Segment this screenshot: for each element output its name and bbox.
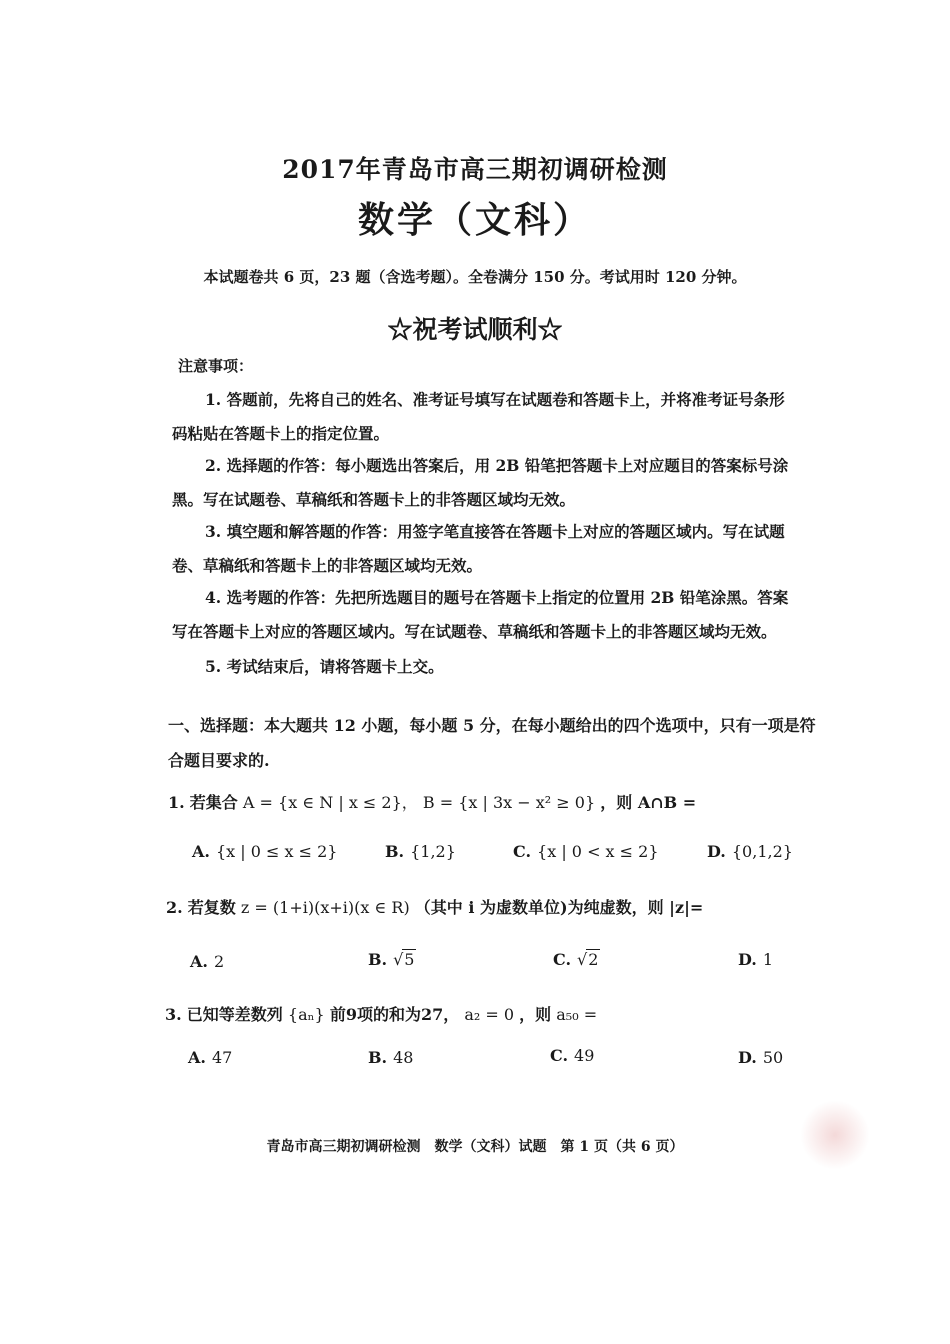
q2-option-b	[368, 950, 416, 969]
option-label: C.	[513, 842, 532, 861]
option-text: 2	[588, 950, 599, 969]
option-label: C.	[550, 1046, 569, 1065]
option-label: A.	[192, 842, 210, 861]
set-b-expression: B = {x | 3x − x² ≥ 0}	[422, 793, 596, 812]
q2-option-d	[738, 950, 773, 969]
note-2-line2: 黑。写在试题卷、草稿纸和答题卡上的非答题区域均无效。	[172, 490, 576, 509]
set-a-expression: A = {x ∈ N | x ≤ 2}，	[242, 793, 418, 812]
sequence-expression: {aₙ}	[287, 1005, 325, 1024]
question-2	[166, 895, 703, 918]
note-4-line2: 写在答题卡上对应的答题区域内。写在试题卷、草稿纸和答题卡上的非答题区域均无效。	[172, 622, 777, 641]
option-text: 50	[762, 1048, 784, 1067]
question-3	[165, 1002, 597, 1025]
section-1-heading-cont: 合题目要求的.	[168, 751, 270, 770]
note-5-line1: 5. 考试结束后，请将答题卡上交。	[205, 657, 444, 676]
option-text: 48	[393, 1048, 414, 1067]
exam-info: 本试题卷共 6 页，23 题（含选考题）。全卷满分 150 分。考试用时 120 分钟。	[203, 268, 747, 286]
option-text: {x | 0 ≤ x ≤ 2}	[215, 842, 338, 861]
question-stem-end: ，则	[519, 1005, 552, 1024]
question-stem: 已知等差数列	[186, 1005, 283, 1024]
note-3-line1: 3. 填空题和解答题的作答：用签字笔直接答在答题卡上对应的答题区域内。写在试题	[205, 522, 785, 541]
option-text: 5	[404, 950, 415, 969]
exam-title: 2017年青岛市高三期初调研检测	[282, 155, 668, 184]
note-3-line2: 卷、草稿纸和答题卡上的非答题区域均无效。	[172, 556, 483, 575]
q1-option-a	[192, 842, 337, 861]
good-luck-banner: ☆祝考试顺利☆	[387, 315, 563, 344]
subject-title: 数学（文科）	[357, 199, 592, 241]
option-label: B.	[385, 842, 405, 861]
option-text: 1	[762, 950, 774, 969]
question-stem: 若复数	[187, 898, 236, 917]
paper-stain	[800, 1100, 870, 1170]
note-4-line1: 4. 选考题的作答：先把所选题目的题号在答题卡上指定的位置用 2B 铅笔涂黑。答案	[205, 588, 789, 607]
option-label: C.	[553, 950, 572, 969]
q1-option-d	[707, 842, 793, 861]
question-number: 2.	[166, 898, 183, 917]
notes-heading: 注意事项：	[178, 357, 254, 375]
q2-option-c	[553, 950, 600, 969]
option-text: {0,1,2}	[731, 842, 793, 861]
option-text: {1,2}	[410, 842, 456, 861]
q3-option-a	[188, 1048, 232, 1067]
option-label: A.	[188, 1048, 206, 1067]
option-text: 2	[213, 952, 225, 971]
sqrt-symbol: √2	[577, 950, 599, 969]
q1-option-c	[513, 842, 659, 861]
condition-expression: a₂ = 0	[464, 1005, 515, 1024]
question-number: 3.	[165, 1005, 182, 1024]
note-2-line1: 2. 选择题的作答：每小题选出答案后，用 2B 铅笔把答题卡上对应题目的答案标号涂	[205, 456, 789, 475]
q3-option-d	[738, 1048, 783, 1067]
option-label: D.	[738, 1048, 757, 1067]
option-label: B.	[368, 950, 388, 969]
option-label: B.	[368, 1048, 388, 1067]
question-1	[168, 790, 696, 813]
option-text: 47	[211, 1048, 233, 1067]
sqrt-symbol: √5	[393, 950, 415, 969]
option-text: {x | 0 < x ≤ 2}	[537, 842, 659, 861]
note-1-line1: 1. 答题前，先将自己的姓名、准考证号填写在试题卷和答题卡上，并将准考证号条形	[205, 390, 785, 409]
page-footer: 青岛市高三期初调研检测 数学（文科）试题 第 1 页（共 6 页）	[266, 1139, 684, 1155]
complex-expression: z = (1+i)(x+i)(x ∈ R)	[240, 898, 410, 917]
q3-option-c	[550, 1046, 594, 1065]
q1-option-b	[385, 842, 456, 861]
target-expression: a₅₀ =	[556, 1005, 598, 1024]
question-stem-mid: 前9项的和为27，	[329, 1005, 460, 1024]
q3-option-b	[368, 1048, 413, 1067]
question-stem-end: ，则 A∩B =	[600, 793, 697, 812]
option-label: D.	[707, 842, 726, 861]
option-label: A.	[190, 952, 208, 971]
q2-option-a	[190, 952, 224, 971]
question-stem-end: （其中 i 为虚数单位)为纯虚数，则 |z|=	[414, 898, 704, 917]
question-stem: 若集合	[189, 793, 238, 812]
question-number: 1.	[168, 793, 185, 812]
option-label: D.	[738, 950, 757, 969]
section-1-heading: 一、选择题：本大题共 12 小题，每小题 5 分，在每小题给出的四个选项中，只有一项是符	[168, 716, 816, 735]
note-1-line2: 码粘贴在答题卡上的指定位置。	[172, 424, 390, 443]
option-text: 49	[574, 1046, 595, 1065]
